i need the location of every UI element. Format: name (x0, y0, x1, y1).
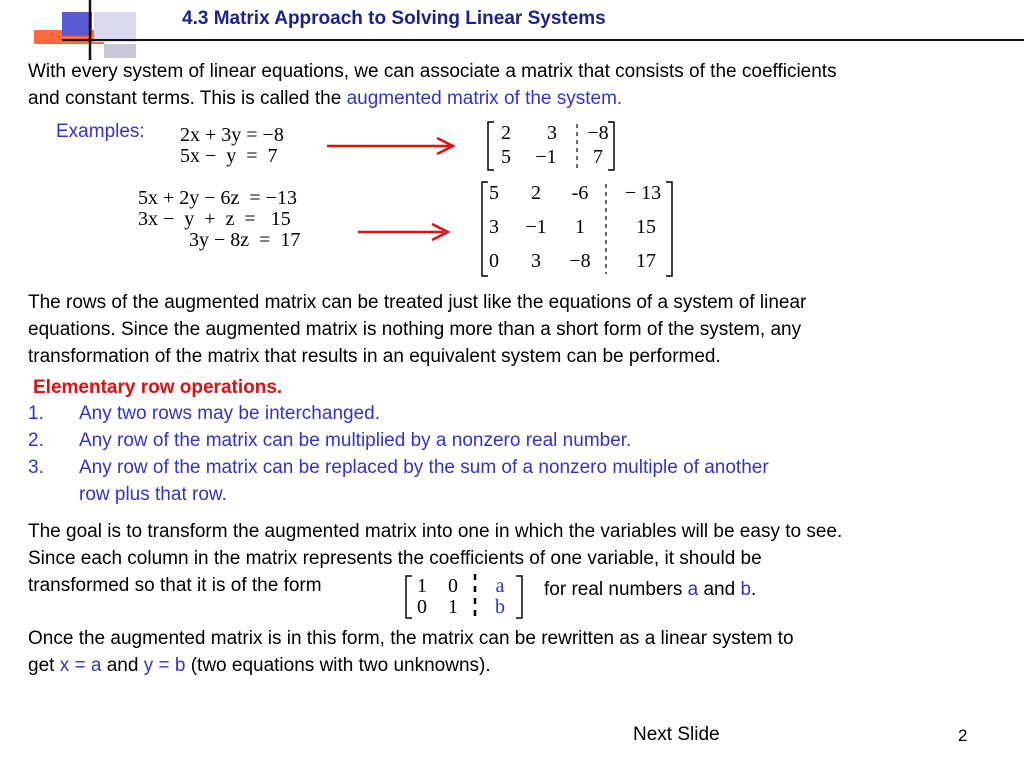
intro-line-2-text: and constant terms. This is called the (28, 88, 347, 109)
matrix-cell: 5 (501, 146, 511, 168)
final-line-1: Once the augmented matrix is in this form, the matrix can be rewritten as a linear system to (28, 628, 794, 649)
arrow-icon (356, 222, 456, 242)
row-operation-item (28, 454, 769, 481)
row-operation-item (28, 427, 631, 454)
paragraph-2-line-1: The rows of the augmented matrix can be treated just like the equations of a system of linear (28, 292, 807, 313)
suffix-text: for real numbers (544, 579, 688, 600)
matrix-cell: b (495, 596, 505, 618)
matrix-cell: −1 (535, 146, 557, 168)
example1-equation-1: 2x + 3y = −8 (180, 124, 284, 146)
final-and: and (101, 655, 144, 676)
matrix-cell: 5 (489, 182, 499, 204)
matrix-cell: 1 (448, 596, 458, 618)
example1-equation-2: 5x − y = 7 (180, 145, 278, 167)
intro-line-1: With every system of linear equations, we can associate a matrix that consists of the coefficients (28, 61, 837, 82)
goal-line-2: Since each column in the matrix represents the coefficients of one variable, it should be (28, 548, 762, 569)
matrix-cell: -6 (571, 182, 589, 204)
matrix-cell: −1 (525, 216, 547, 238)
y-equals-b: y = b (143, 655, 186, 676)
matrix-cell: −8 (587, 122, 609, 144)
examples-label: Examples: (56, 121, 145, 142)
final-line-2 (28, 652, 491, 679)
matrix-cell: 0 (417, 596, 427, 618)
matrix-cell: 2 (501, 122, 511, 144)
row-operations-heading: Elementary row operations. (33, 377, 283, 398)
list-text: Any row of the matrix can be multiplied by a nonzero real number. (79, 430, 632, 451)
intro-line-2 (28, 85, 622, 112)
matrix-cell: a (495, 575, 505, 597)
example2-equation-2: 3x − y + z = 15 (138, 208, 291, 230)
list-number: 3. (28, 457, 44, 478)
list-number: 1. (28, 403, 44, 424)
paragraph-2-line-2: equations. Since the augmented matrix is nothing more than a short form of the system, any (28, 319, 802, 340)
row-operation-item (28, 400, 380, 427)
arrow-icon (325, 136, 465, 156)
matrix-cell: 2 (531, 182, 541, 204)
suffix-and: and (698, 579, 741, 600)
matrix-cell: 3 (531, 250, 541, 272)
row-operation-continuation: row plus that row. (79, 484, 227, 505)
next-slide-link[interactable]: Next Slide (633, 724, 720, 745)
matrix-cell: 3 (547, 122, 557, 144)
matrix-cell: 1 (417, 575, 427, 597)
x-equals-a: x = a (59, 655, 102, 676)
example2-matrix (478, 180, 678, 278)
example1-matrix (484, 120, 618, 172)
matrix-cell: 17 (636, 250, 656, 272)
page-number: 2 (958, 726, 968, 745)
matrix-cell: 0 (489, 250, 499, 272)
augmented-matrix-term: augmented matrix of the system. (346, 88, 623, 109)
variable-b: b (740, 579, 752, 600)
goal-line-3: transformed so that it is of the form (28, 575, 322, 596)
matrix-cell: 15 (636, 216, 656, 238)
list-number: 2. (28, 430, 44, 451)
final-get: get (28, 655, 60, 676)
matrix-cell: −8 (569, 250, 591, 272)
final-rest: (two equations with two unknowns). (185, 655, 491, 676)
goal-line-1: The goal is to transform the augmented matrix into one in which the variables will be easy to see. (28, 521, 843, 542)
goal-matrix (402, 574, 526, 620)
matrix-cell: − 13 (624, 182, 662, 204)
matrix-cell: 1 (575, 216, 585, 238)
example2-equation-3: 3y − 8z = 17 (189, 229, 301, 251)
goal-matrix-suffix (544, 576, 756, 603)
page-title: 4.3 Matrix Approach to Solving Linear Systems (182, 8, 606, 29)
matrix-cell: 7 (593, 146, 603, 168)
suffix-period: . (751, 579, 757, 600)
list-text: Any row of the matrix can be replaced by the sum of a nonzero multiple of another (79, 457, 769, 478)
example2-equation-1: 5x + 2y − 6z = −13 (138, 187, 297, 209)
matrix-cell: 0 (448, 575, 458, 597)
paragraph-2-line-3: transformation of the matrix that results in an equivalent system can be performed. (28, 346, 721, 367)
matrix-cell: 3 (489, 216, 499, 238)
list-text: Any two rows may be interchanged. (79, 403, 380, 424)
variable-a: a (687, 579, 699, 600)
